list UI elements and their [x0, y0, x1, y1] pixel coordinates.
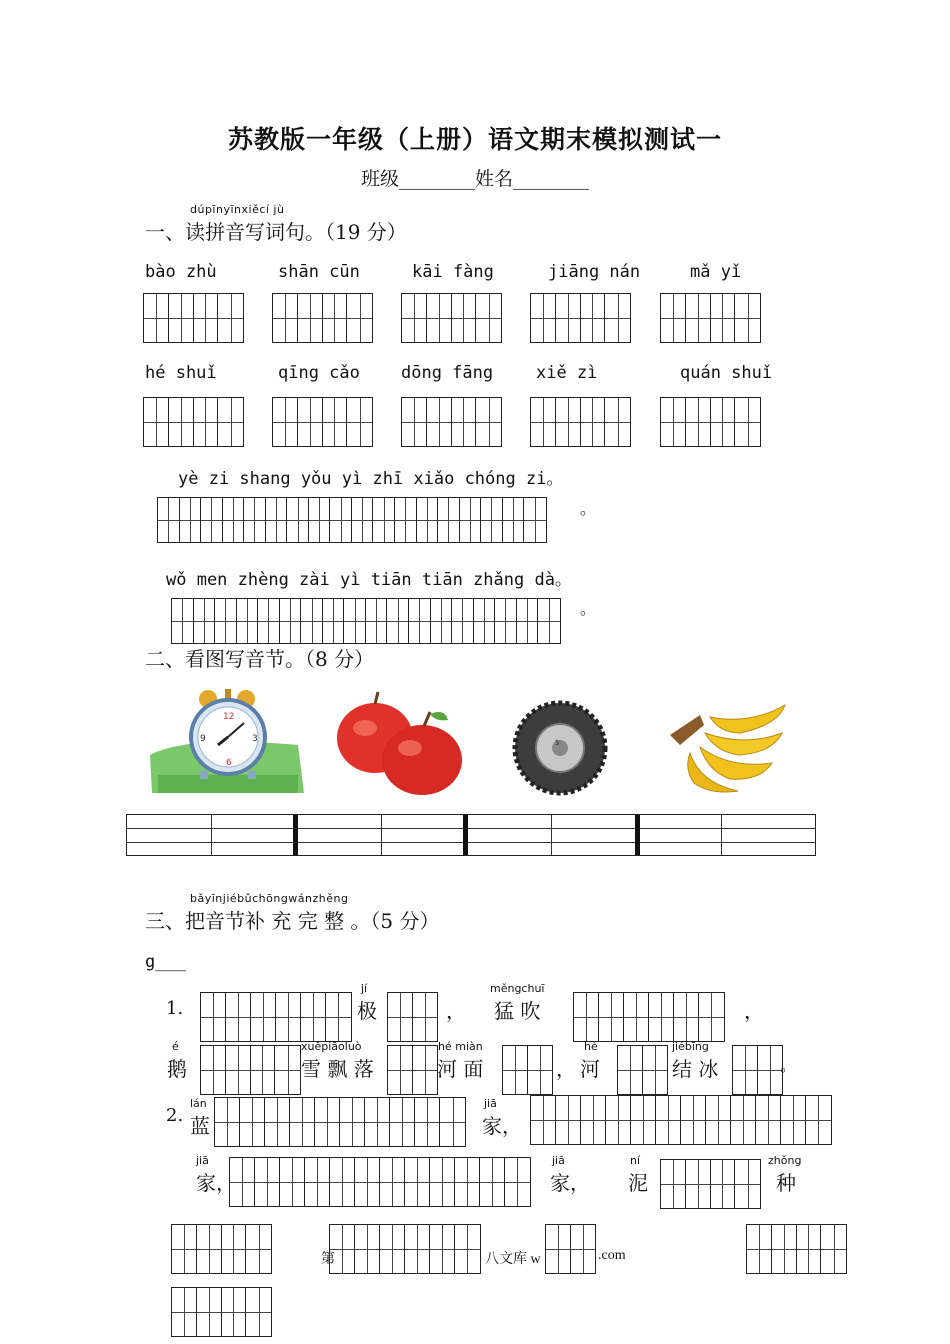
pinyin-2-2: qīng cǎo	[278, 363, 360, 383]
q1-xue: 雪 飘 落	[301, 1057, 374, 1081]
answer-grid[interactable]	[502, 1045, 553, 1095]
sec1-pinyin: dúpīnyīnxiěcí jù	[190, 203, 285, 216]
page-title: 苏教版一年级（上册）语文期末模拟测试一	[227, 125, 722, 154]
footer-left: 第	[321, 1252, 335, 1267]
sentence-2-pinyin: wǒ men zhèng zài yì tiān tiān zhǎng dà。	[166, 570, 572, 590]
q1-comma-3: ，	[556, 1057, 576, 1081]
footer-right: .com	[598, 1248, 626, 1263]
pinyin-1-5: mǎ yǐ	[690, 262, 742, 282]
answer-grid[interactable]	[143, 397, 244, 447]
answer-grid[interactable]	[617, 1045, 668, 1095]
q2-ni-pinyin: ní	[630, 1154, 641, 1167]
q1-he2-pinyin: hé	[584, 1040, 598, 1053]
q1-period: 。	[780, 1056, 797, 1075]
answer-grid[interactable]	[329, 1224, 481, 1274]
svg-text:9: 9	[200, 734, 206, 744]
pinyin-2-5: quán shuǐ	[680, 363, 773, 383]
q2-zhong: 种	[776, 1171, 796, 1195]
answer-grid[interactable]	[660, 293, 761, 343]
answer-grid[interactable]	[545, 1224, 596, 1274]
q2-lan-pinyin: lán	[190, 1097, 207, 1110]
sec3-heading: 三、把音节补 充 完 整 。（5 分）	[145, 909, 440, 933]
answer-grid[interactable]	[272, 293, 373, 343]
class-name-line: 班级________姓名________	[360, 168, 589, 190]
q1-jie: 结 冰	[672, 1057, 719, 1081]
sentence-1-pinyin: yè zi shang yǒu yì zhī xiǎo chóng zi。	[178, 469, 564, 489]
q2-jia3-pinyin: jiā	[552, 1154, 565, 1167]
svg-text:3: 3	[252, 734, 258, 744]
answer-grid[interactable]	[171, 1224, 272, 1274]
q1-e-pinyin: é	[172, 1040, 179, 1053]
example-answer: g___	[145, 952, 186, 972]
q1-mengchui-pinyin: měngchuī	[490, 982, 545, 995]
apples-picture	[330, 690, 470, 800]
answer-grid[interactable]	[530, 397, 631, 447]
sec1-heading: 一、读拼音写词句。（19 分）	[145, 220, 407, 244]
q2-jia1: 家，	[482, 1114, 522, 1138]
answer-grid[interactable]	[530, 1095, 832, 1145]
q1-ji-pinyin: jí	[361, 982, 368, 995]
tire-picture	[510, 700, 610, 800]
answer-grid[interactable]	[171, 1287, 272, 1337]
answer-grid[interactable]	[401, 397, 502, 447]
q1-comma-2: ，	[744, 999, 764, 1023]
svg-text:5: 5	[555, 739, 560, 747]
q2-number: 2.	[166, 1105, 184, 1126]
svg-text:12: 12	[223, 712, 235, 722]
answer-grid[interactable]	[530, 293, 631, 343]
q1-e: 鹅	[167, 1057, 187, 1081]
pinyin-2-4: xiě zì	[536, 363, 598, 383]
four-line-grid[interactable]	[126, 814, 816, 856]
answer-grid[interactable]	[746, 1224, 847, 1274]
sec2-heading: 二、看图写音节。（8 分）	[145, 647, 375, 671]
q1-he2: 河	[580, 1057, 600, 1081]
q1-mengchui: 猛 吹	[494, 999, 541, 1023]
q2-jia2-pinyin: jiā	[196, 1154, 209, 1167]
q1-ji: 极	[357, 999, 377, 1023]
q2-jia3: 家，	[550, 1171, 590, 1195]
answer-grid[interactable]	[229, 1157, 531, 1207]
answer-grid[interactable]	[272, 397, 373, 447]
alarm-clock-picture	[148, 685, 308, 795]
q2-jia2: 家，	[196, 1171, 236, 1195]
answer-grid[interactable]	[143, 293, 244, 343]
q2-jia1-pinyin: jiā	[484, 1097, 497, 1110]
pinyin-2-3: dōng fāng	[401, 363, 494, 383]
q1-jie-pinyin: jiébīng	[672, 1040, 709, 1053]
period-1: 。	[580, 499, 597, 518]
sentence-grid-2[interactable]	[171, 598, 561, 644]
answer-grid[interactable]	[660, 1159, 761, 1209]
answer-grid[interactable]	[387, 992, 438, 1042]
pinyin-1-2: shān cūn	[278, 262, 360, 282]
q1-he-pinyin: hé miàn	[438, 1040, 483, 1053]
pinyin-1-4: jiāng nán	[548, 262, 641, 282]
answer-grid[interactable]	[401, 293, 502, 343]
bananas-picture	[660, 695, 790, 795]
q1-number: 1.	[166, 998, 184, 1019]
answer-grid[interactable]	[214, 1097, 466, 1147]
pinyin-2-1: hé shuǐ	[145, 363, 217, 383]
answer-grid[interactable]	[573, 992, 725, 1042]
q1-he: 河 面	[437, 1057, 484, 1081]
footer-mid: 八文库 w	[485, 1252, 541, 1267]
q2-lan: 蓝	[190, 1114, 210, 1138]
pinyin-1-3: kāi fàng	[412, 262, 494, 282]
q1-xue-pinyin: xuěpiāoluò	[301, 1040, 362, 1053]
q2-zhong-pinyin: zhǒng	[768, 1154, 802, 1167]
answer-grid[interactable]	[200, 992, 352, 1042]
answer-grid[interactable]	[387, 1045, 438, 1095]
pinyin-1-1: bào zhù	[145, 262, 217, 282]
svg-text:6: 6	[226, 758, 232, 768]
q1-comma: ，	[446, 999, 466, 1023]
sec3-pinyin: bǎyīnjiébǔchōngwánzhěng	[190, 892, 349, 905]
q2-ni: 泥	[628, 1171, 648, 1195]
answer-grid[interactable]	[732, 1045, 783, 1095]
answer-grid[interactable]	[200, 1045, 301, 1095]
answer-grid[interactable]	[660, 397, 761, 447]
period-2: 。	[580, 599, 597, 618]
sentence-grid-1[interactable]	[157, 497, 547, 543]
